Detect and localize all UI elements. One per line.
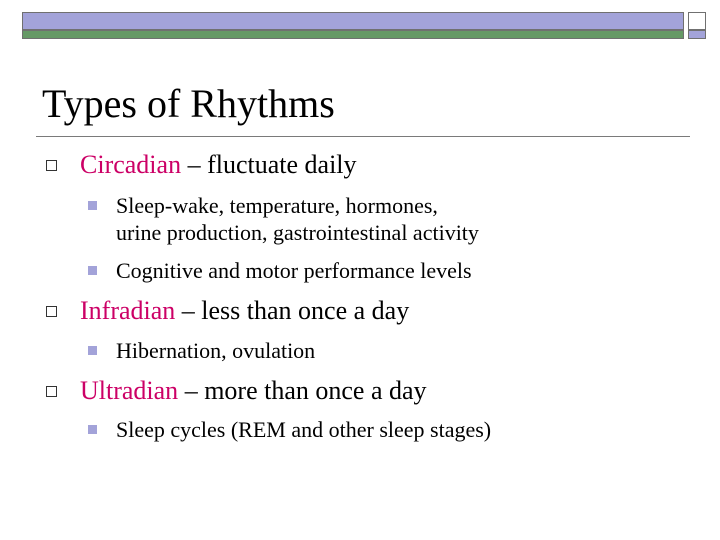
filled-square-icon xyxy=(88,266,97,275)
bullet-description: – more than once a day xyxy=(178,376,427,405)
bullet-text xyxy=(80,376,427,406)
filled-square-icon xyxy=(88,346,97,355)
bullet-description: – fluctuate daily xyxy=(181,150,357,179)
title-divider xyxy=(36,136,690,137)
bullet-term: Infradian xyxy=(80,296,176,325)
header-bar-top-small xyxy=(688,12,706,30)
sub-bullet-line: Sleep-wake, temperature, hormones, xyxy=(116,193,438,218)
header-bar-bottom-small xyxy=(688,30,706,39)
hollow-square-icon xyxy=(46,386,57,397)
filled-square-icon xyxy=(88,201,97,210)
sub-bullet-line: urine production, gastrointestinal activity xyxy=(116,220,479,245)
sub-bullet-text: Hibernation, ovulation xyxy=(116,338,316,363)
bullet-term: Circadian xyxy=(80,150,182,179)
bullet-term: Ultradian xyxy=(80,376,179,405)
slide-title: Types of Rhythms xyxy=(42,81,335,126)
bullet-text xyxy=(80,296,409,326)
sub-bullet-text xyxy=(116,192,479,246)
bullet-text xyxy=(80,150,357,180)
filled-square-icon xyxy=(88,425,97,434)
bullet-description: – less than once a day xyxy=(175,296,410,325)
header-bar-bottom xyxy=(22,30,684,39)
sub-bullet-text: Cognitive and motor performance levels xyxy=(116,258,472,283)
hollow-square-icon xyxy=(46,160,57,171)
sub-bullet-text: Sleep cycles (REM and other sleep stages) xyxy=(116,417,492,442)
header-bar-top xyxy=(22,12,684,30)
hollow-square-icon xyxy=(46,306,57,317)
